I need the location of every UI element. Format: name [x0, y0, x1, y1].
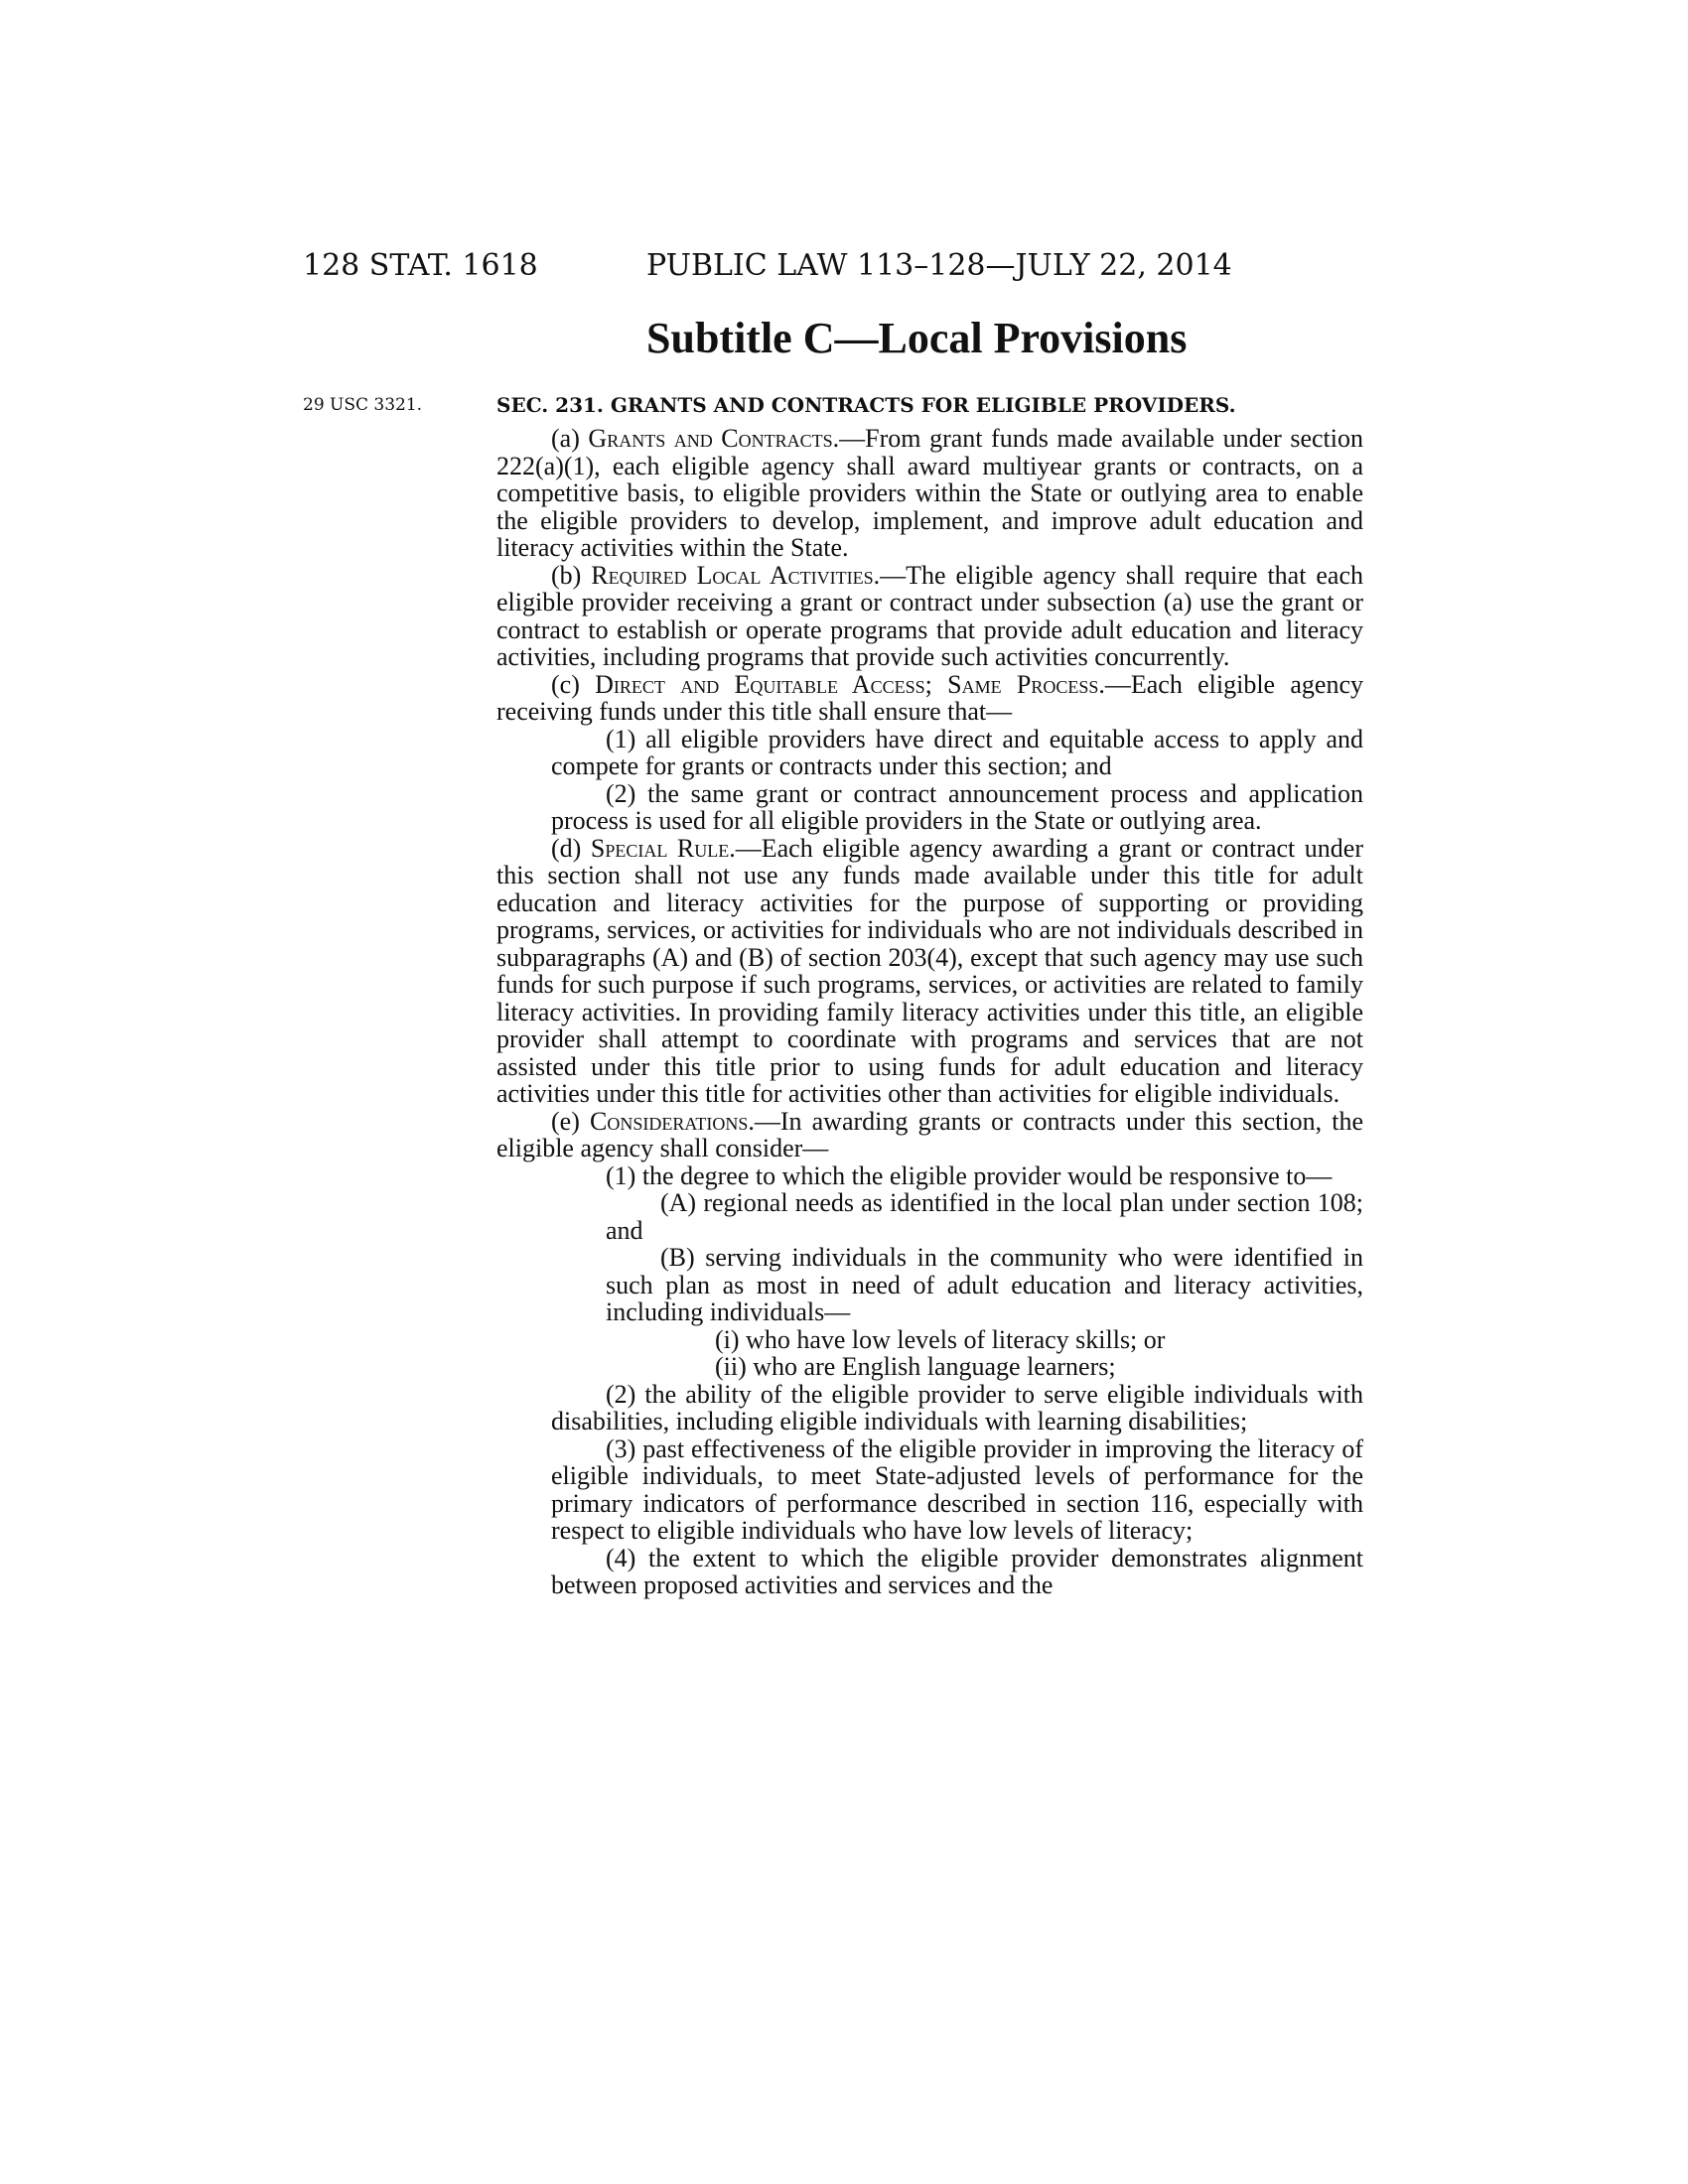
- paragraph-e-2: (2) the ability of the eligible provider to serve eligible individuals with disabilities, including eligible individuals with learning disabilities;: [551, 1379, 1363, 1435]
- para-text: —Each eligible agency receiving funds under this title shall ensure that—: [496, 669, 1364, 726]
- paragraph-e-4: (4) the extent to which the eligible provider demonstrates alignment between proposed activities and services and the: [551, 1543, 1363, 1599]
- paragraph-e-3: (3) past effectiveness of the eligible provider in improving the literacy of eligible individuals, to meet State-adjusted levels of performance for the primary indicators of performance described in section 116, especially with respect to eligible individuals who have low levels of literacy;: [551, 1433, 1363, 1545]
- paragraph-e-1-B: (B) serving individuals in the community who were identified in such plan as most in need of adult education and literacy activities, including individuals—: [606, 1243, 1363, 1326]
- statute-page-reference: 128 STAT. 1618: [303, 248, 538, 283]
- paragraph-c-2: (2) the same grant or contract announcement process and application process is used for all eligible providers in the State or outlying area.: [551, 778, 1363, 835]
- para-caption: Grants and Contracts.: [588, 424, 840, 453]
- subtitle-heading: Subtitle C—Local Provisions: [646, 314, 1188, 362]
- para-label: (d): [551, 833, 591, 863]
- paragraph-d: [496, 835, 1363, 1108]
- para-label: (c): [551, 669, 596, 699]
- paragraph-c: [496, 671, 1363, 726]
- para-text: —In awarding grants or contracts under this section, the eligible agency shall consider—: [496, 1106, 1363, 1162]
- paragraph-e: [496, 1108, 1363, 1162]
- section-body: [496, 425, 1363, 1599]
- para-label: (a): [551, 424, 589, 453]
- para-label: (b): [551, 560, 592, 590]
- para-text: —From grant funds made available under section 222(a)(1), each eligible agency shall award multiyear grants or contracts, on a competitive basis, to eligible providers within the State or outlying area to enable the eligible providers to develop, implement, and improve adult education and literacy activities within the State.: [496, 424, 1364, 562]
- paragraph-b: [496, 562, 1363, 671]
- paragraph-e-1: (1) the degree to which the eligible provider would be responsive to—: [606, 1160, 1333, 1190]
- para-caption: Special Rule.: [590, 833, 736, 863]
- para-caption: Required Local Activities.: [591, 560, 881, 590]
- paragraph-e-1-A: (A) regional needs as identified in the local plan under section 108; and: [606, 1188, 1363, 1245]
- paragraph-a: [496, 425, 1363, 562]
- paragraph-c-1: (1) all eligible providers have direct and equitable access to apply and compete for grants or contracts under this section; and: [551, 724, 1363, 780]
- paragraph-e-1-B-i: (i) who have low levels of literacy skills; or: [715, 1324, 1166, 1354]
- para-caption: Direct and Equitable Access; Same Process.: [595, 669, 1105, 699]
- section-heading: SEC. 231. GRANTS AND CONTRACTS FOR ELIGIBLE PROVIDERS.: [496, 393, 1236, 417]
- para-text: —Each eligible agency awarding a grant or contract under this section shall not use any funds made available under this title for adult education and literacy activities for the purpose of supporting or providing programs, services, or activities for individuals who are not individuals described in subparagraphs (A) and (B) of section 203(4), except that such agency may use such funds for such purpose if such programs, services, or activities are related to family literacy activities. In providing family literacy activities under this title, an eligible provider shall attempt to coordinate with programs and services that are not assisted under this title prior to using funds for adult education and literacy activities under this title for activities other than activities for eligible individuals.: [496, 833, 1363, 1108]
- margin-note: 29 USC 3321.: [303, 395, 423, 415]
- running-header-title: PUBLIC LAW 113–128—JULY 22, 2014: [646, 248, 1232, 283]
- para-label: (e): [551, 1106, 590, 1136]
- paragraph-e-1-B-ii: (ii) who are English language learners;: [715, 1352, 1116, 1381]
- para-text: —The eligible agency shall require that each eligible provider receiving a grant or contract under subsection (a) use the grant or contract to establish or operate programs that provide adult education and literacy activities, including programs that provide such activities concurrently.: [496, 560, 1363, 671]
- para-caption: Considerations.: [590, 1106, 755, 1136]
